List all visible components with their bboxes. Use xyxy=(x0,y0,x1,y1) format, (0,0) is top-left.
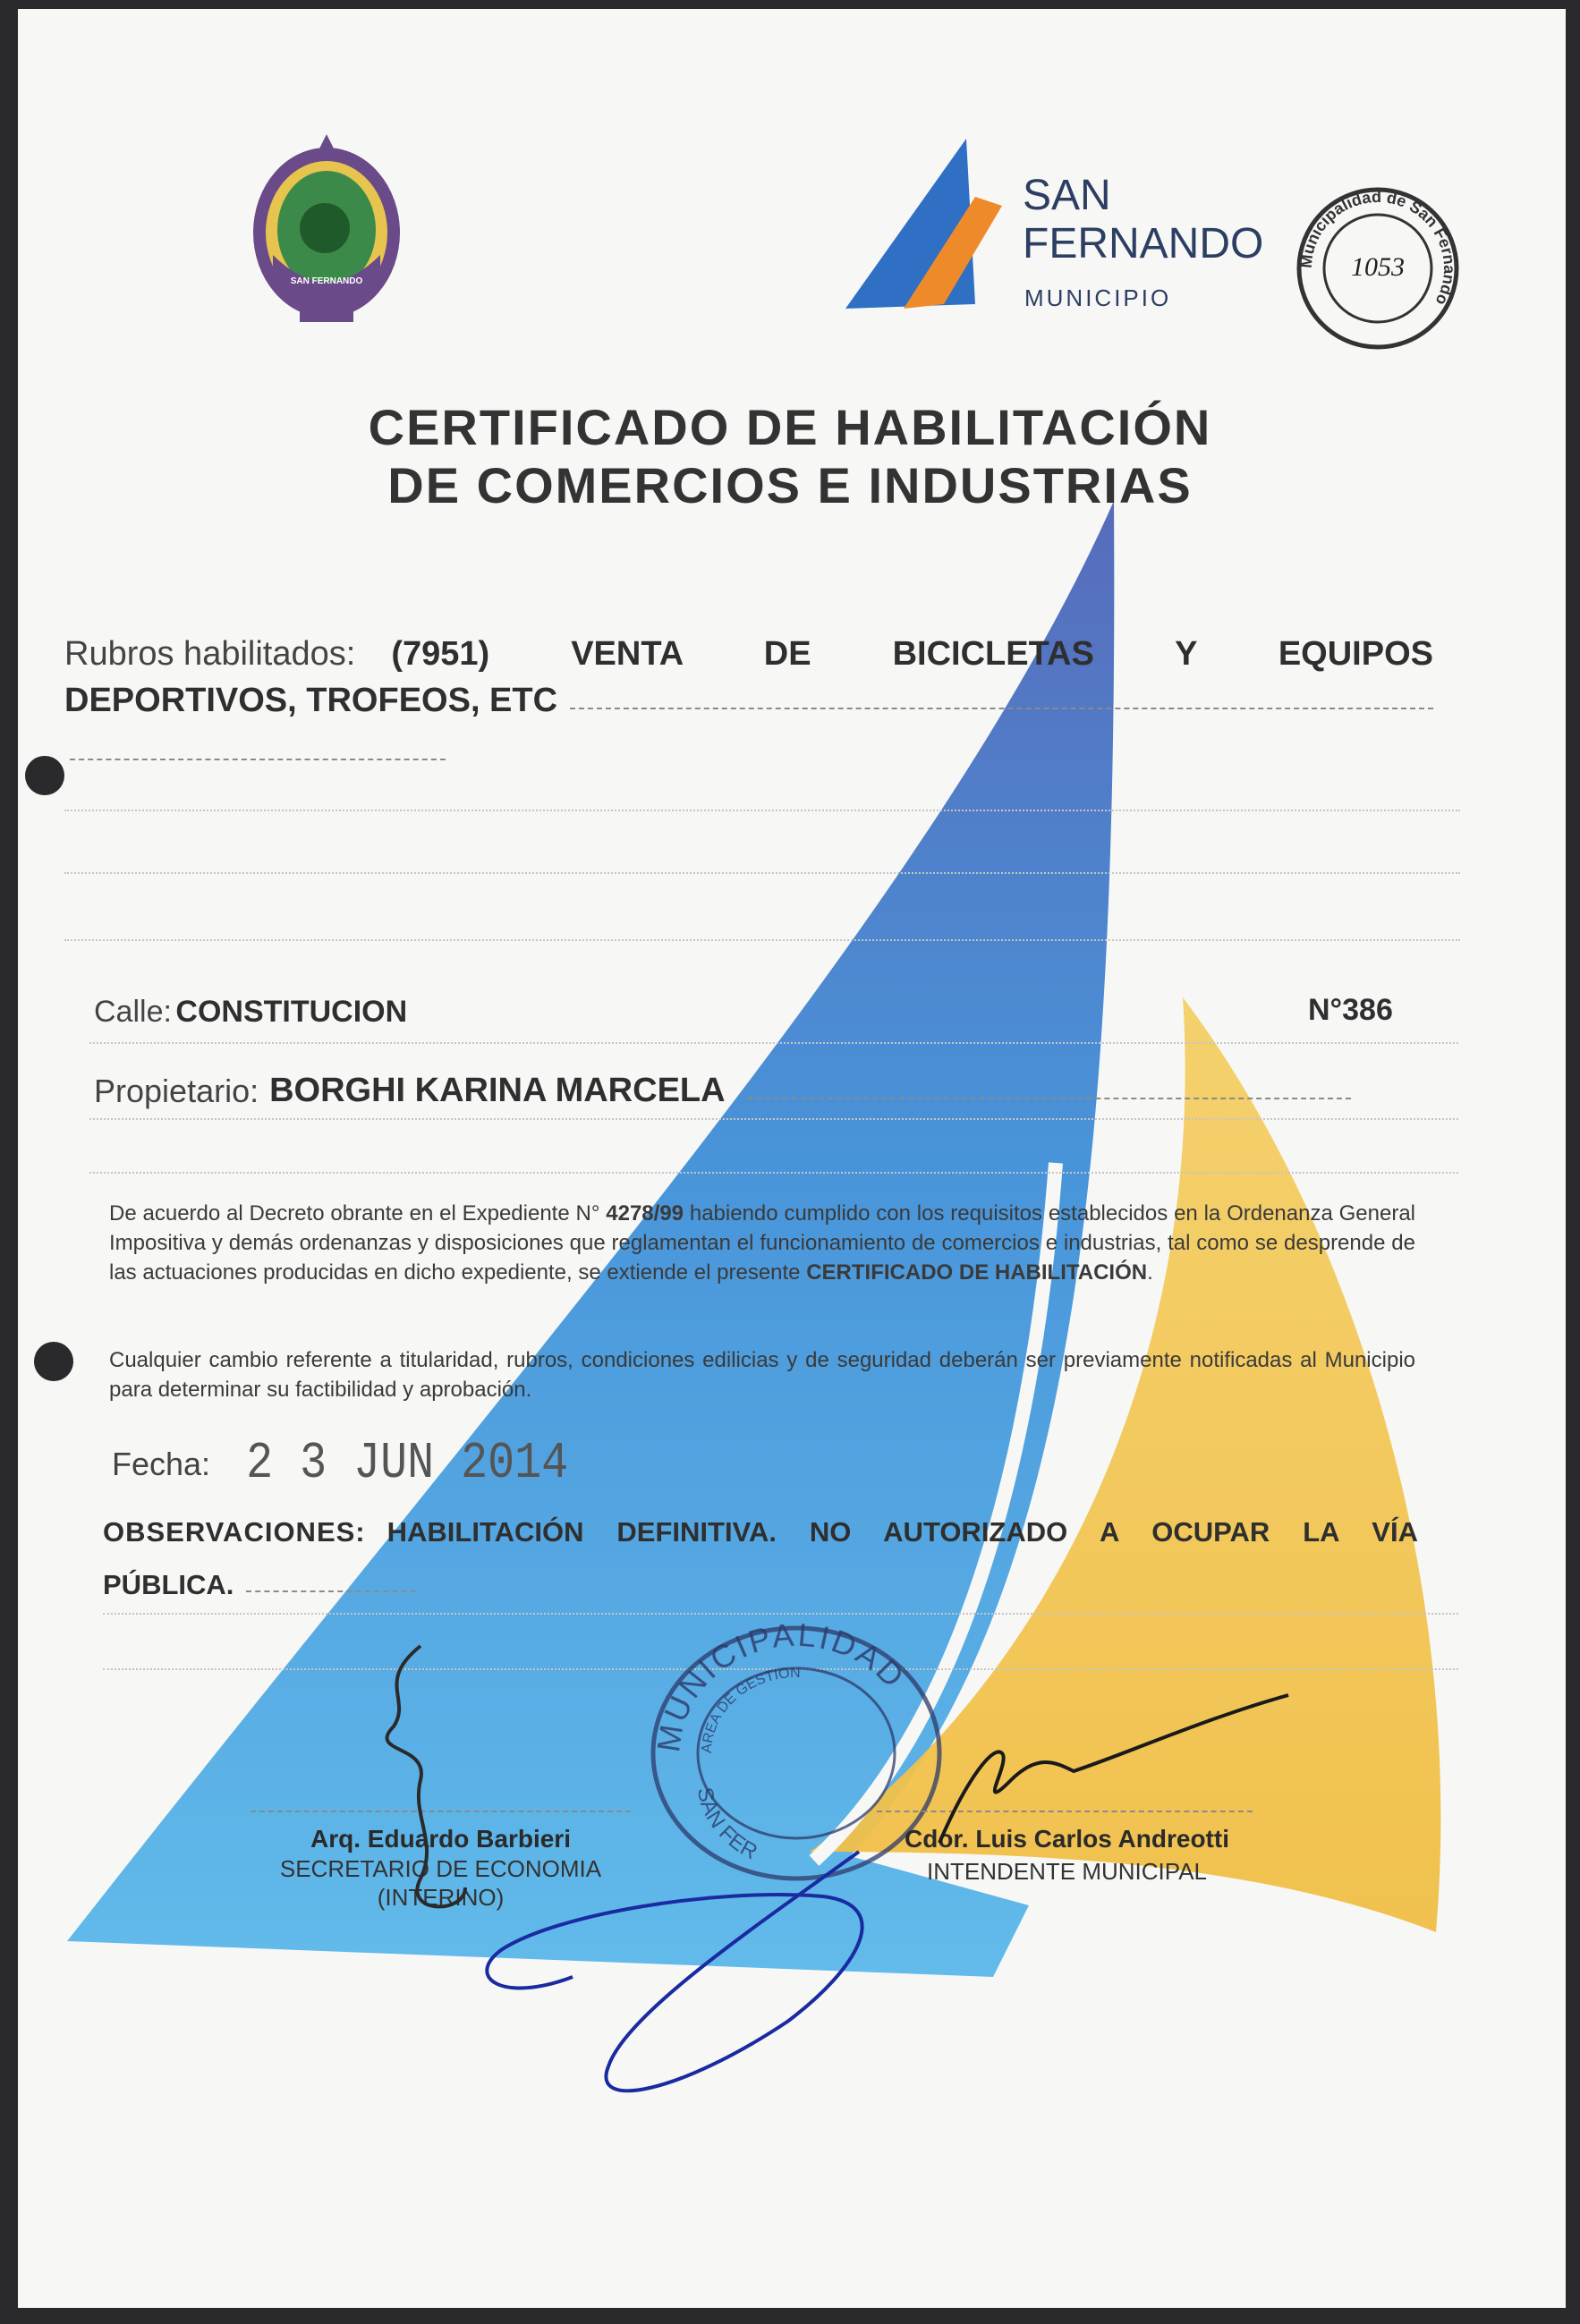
blank-rule xyxy=(64,810,1460,811)
corner-stamp-text: Municipalidad de San Fernando xyxy=(1296,187,1459,309)
left-signer-role: SECRETARIO DE ECONOMIA xyxy=(279,1855,602,1882)
propietario-value: BORGHI KARINA MARCELA xyxy=(269,1072,726,1109)
punch-hole-top xyxy=(25,756,64,795)
right-signer-role: INTENDENTE MUNICIPAL xyxy=(927,1858,1207,1885)
decree-text-a: De acuerdo al Decreto obrante en el Expediente N° xyxy=(109,1201,600,1226)
svg-text:SAN FERNANDO: SAN FERNANDO xyxy=(290,276,363,286)
observaciones-label: OBSERVACIONES: xyxy=(103,1516,366,1548)
fecha-label: Fecha: xyxy=(112,1446,211,1482)
blank-rule xyxy=(64,939,1460,941)
decree-certificate-phrase: CERTIFICADO DE HABILITACIÓN xyxy=(806,1260,1148,1285)
fecha-stamp-value: 2 3 JUN 2014 xyxy=(246,1434,569,1494)
right-signer-name: Cdor. Luis Carlos Andreotti xyxy=(905,1825,1229,1853)
blank-rule xyxy=(103,1613,1458,1615)
left-signature-line xyxy=(251,1811,631,1812)
corner-stamp-mark: 1053 xyxy=(1351,252,1405,282)
observaciones-text-line1: HABILITACIÓN DEFINITIVA. NO AUTORIZADO A OCUPAR LA VÍA xyxy=(387,1516,1418,1548)
stamp-subtext: AREA DE GESTION xyxy=(699,1665,801,1754)
rubros-line2 xyxy=(64,682,1433,720)
rubros-value-line2: DEPORTIVOS, TROFEOS, ETC xyxy=(64,682,558,719)
rubros-dash-line3 xyxy=(70,759,446,760)
observaciones-line2 xyxy=(103,1569,416,1601)
certificate-title-line2: DE COMERCIOS E INDUSTRIAS xyxy=(387,457,1193,513)
brand-line2: FERNANDO xyxy=(1023,220,1264,267)
crest-logo xyxy=(246,130,407,335)
punch-hole-bottom xyxy=(34,1342,73,1381)
brand-municipio: MUNICIPIO xyxy=(1024,284,1172,311)
fecha-row xyxy=(112,1434,569,1494)
rubros-label: Rubros habilitados: xyxy=(64,635,356,673)
observaciones-line1 xyxy=(103,1516,1418,1548)
calle-row xyxy=(94,995,407,1030)
rubros-value-line1: (7951) VENTA DE BICICLETAS Y EQUIPOS xyxy=(391,635,1433,673)
blank-rule xyxy=(89,1118,1458,1120)
propietario-dash-fill xyxy=(747,1098,1351,1099)
certificate-title-line1: CERTIFICADO DE HABILITACIÓN xyxy=(368,399,1212,455)
rubros-line1 xyxy=(64,635,1433,674)
blank-rule xyxy=(89,1172,1458,1174)
stamp-text: MUNICIPALIDAD xyxy=(650,1619,913,1755)
propietario-row xyxy=(94,1072,1351,1110)
corner-stamp xyxy=(1288,179,1467,358)
changes-paragraph: Cualquier cambio referente a titularidad, rubros, condiciones edilicias y de seguridad deberán ser previamente notificadas al Municipio para determinar su factibilidad y aprobación. xyxy=(109,1348,1415,1402)
rubros-dash-fill xyxy=(570,708,1433,709)
stamp-bottom-text: SAN FER xyxy=(692,1785,761,1865)
left-signer-role2: (INTERINO) xyxy=(377,1884,505,1911)
observaciones-dash-fill xyxy=(246,1590,416,1592)
expediente-number: 4278/99 xyxy=(606,1201,684,1226)
right-signature-line xyxy=(877,1811,1253,1812)
san-fernando-sail-icon xyxy=(841,134,1011,313)
decree-paragraph: De acuerdo al Decreto obrante en el Expediente N° 4278/99 habiendo cumplido con los requisitos establecidos en la Ordenanza General Impositiva y demás ordenanzas y disposiciones que reglamentan el funcionamiento de comercios e industrias, tal como se desprende de las actuaciones producidas en dicho expediente, se extiende el presente CERTIFICADO DE HABILITACIÓN. xyxy=(109,1201,1416,1285)
blank-rule xyxy=(64,872,1460,874)
propietario-label: Propietario: xyxy=(94,1073,259,1109)
svg-text:SAN FER xyxy=(692,1785,761,1864)
brand-line1: SAN xyxy=(1023,172,1111,219)
brand-name xyxy=(1023,172,1263,268)
calle-value: CONSTITUCION xyxy=(175,995,408,1029)
left-signer-name: Arq. Eduardo Barbieri xyxy=(310,1825,571,1853)
svg-text:Municipalidad de San Fernando xyxy=(1297,188,1458,309)
street-number: N°386 xyxy=(1308,993,1393,1027)
svg-text:MUNICIPALIDAD xyxy=(650,1619,913,1754)
calle-label: Calle: xyxy=(94,995,172,1029)
blank-rule xyxy=(89,1042,1458,1044)
decree-text-b: habiendo cumplido con los requisitos establecidos en la Ordenanza General Impositiva y demás ordenanzas y disposiciones que reglamentan el funcionamiento de comercios e industrias, tal como se desprende de las actuaciones producidas en dicho expediente, se extiende el presente xyxy=(109,1201,1416,1285)
observaciones-text-line2: PÚBLICA. xyxy=(103,1569,234,1600)
